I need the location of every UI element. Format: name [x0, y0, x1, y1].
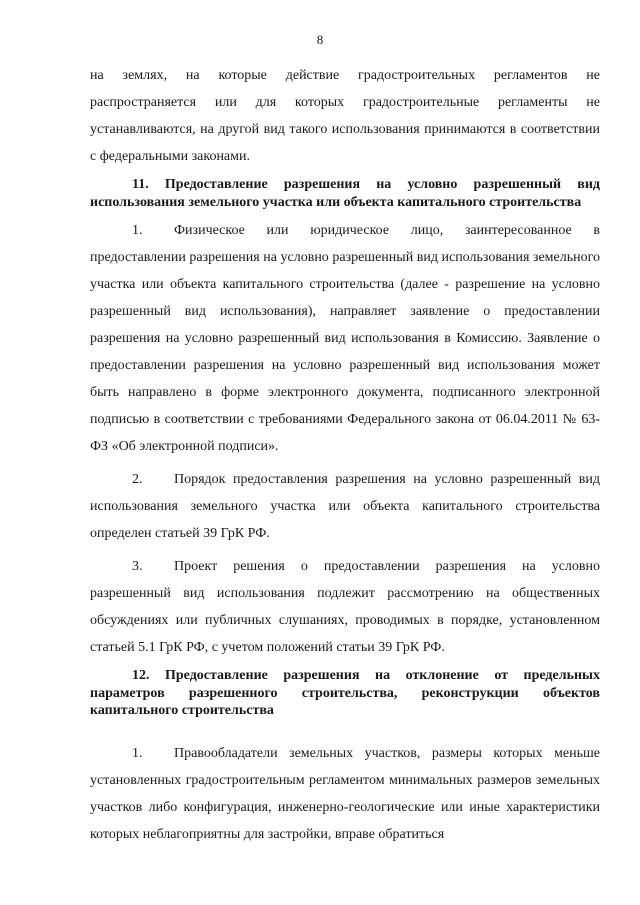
- page-number: 8: [316, 32, 324, 47]
- intro-paragraph: на землях, на которые действие градостроительных регламентов не распространяется или для которых градостроительные регламенты не устанавливаются, на другой вид такого использования принимаются в соответствии с федеральными законами.: [90, 68, 600, 164]
- page-content: [90, 62, 600, 848]
- item-text: Порядок предоставления разрешения на условно разрешенный вид использования земельного участка или объекта капитального строительства определен статьей 39 ГрК РФ.: [90, 472, 600, 541]
- item-text: Проект решения о предоставлении разрешения на условно разрешенный вид использования подлежит рассмотрению на общественных обсуждениях или публичных слушаниях, проводимых в порядке, установленном статьей 5.1 ГрК РФ, с учетом положений статьи 39 ГрК РФ.: [90, 559, 600, 655]
- section-12-item-1: [90, 740, 600, 848]
- section-11-item-1: [90, 217, 600, 460]
- section-11-item-3: [90, 553, 600, 661]
- item-number: 2.: [132, 472, 143, 487]
- section-11-item-2: [90, 466, 600, 547]
- item-number: 1.: [132, 223, 143, 238]
- item-number: 1.: [132, 745, 143, 761]
- item-text: Физическое или юридическое лицо, заинтересованное в предоставлении разрешения на условно разрешенный вид использования земельного участка или объекта капитального строительства (далее - разрешение на условно разрешенный вид использования), направляет заявление о предоставлении разрешения на условно разрешенный вид использования в Комиссию. Заявление о предоставлении разрешения на условно разрешенный вид использования может быть направлено в форме электронного документа, подписанного электронной подписью в соответствии с требованиями Федерального закона от 06.04.2011 № 63-ФЗ «Об электронной подписи».: [90, 223, 600, 454]
- section-12-heading: 12. Предоставление разрешения на отклонение от предельных параметров разрешенного строительства, реконструкции объектов капитального строительства: [90, 668, 600, 718]
- section-11-heading: 11. Предоставление разрешения на условно разрешенный вид использования земельного участка или объекта капитального строительства: [90, 177, 600, 210]
- item-text: Правообладатели земельных участков, размеры которых меньше установленных градостроительным регламентом минимальных размеров земельных участков либо конфигурация, инженерно-геологические или иные характеристики которых неблагоприятны для застройки, вправе обратиться: [90, 745, 600, 842]
- item-number: 3.: [132, 559, 143, 574]
